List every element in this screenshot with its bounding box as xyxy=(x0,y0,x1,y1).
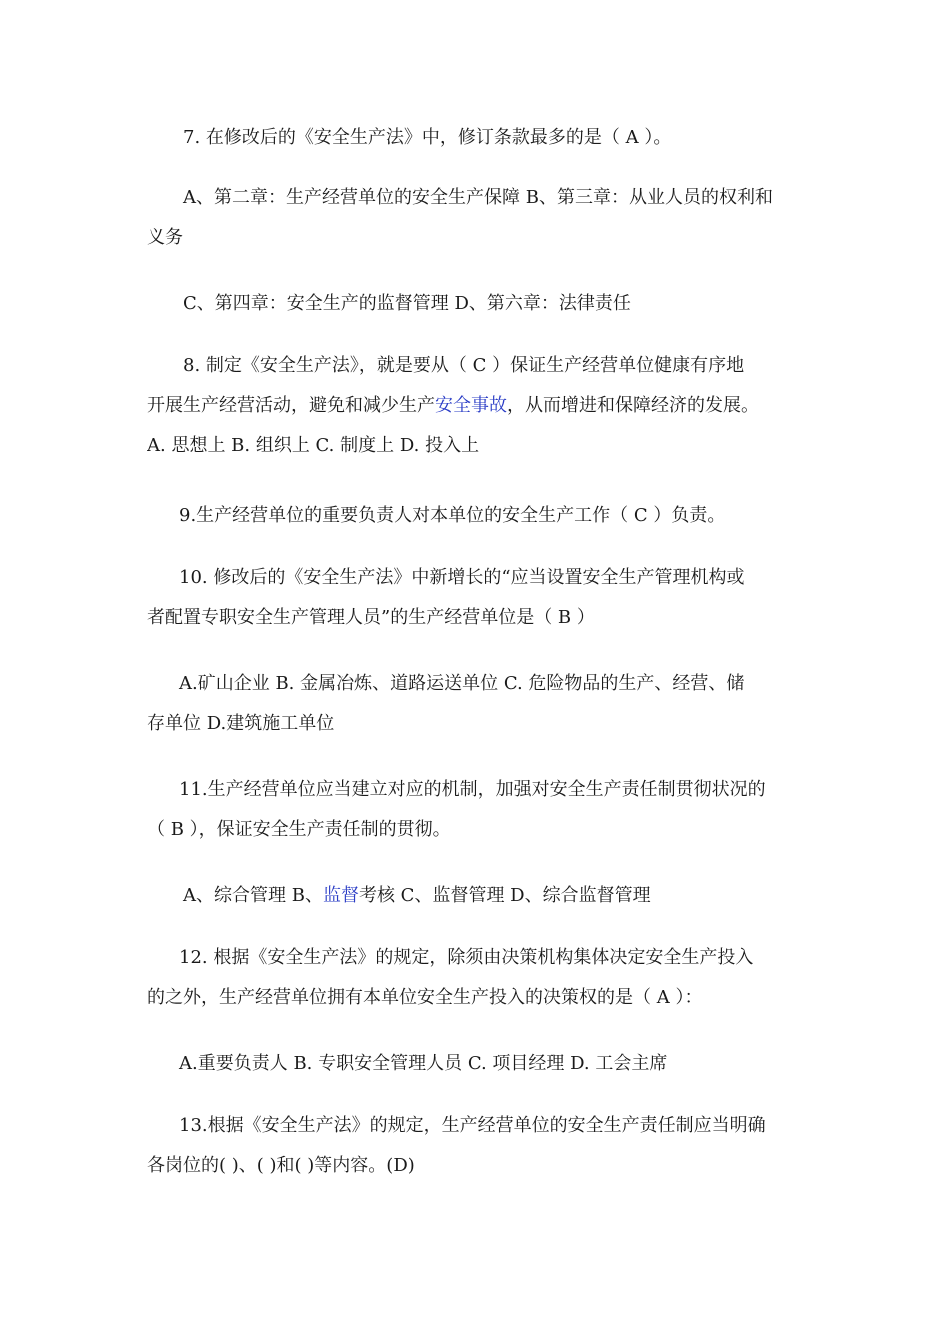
question-7-stem: 7. 在修改后的《安全生产法》中，修订条款最多的是（ A ）。 xyxy=(183,127,672,148)
question-12-stem-line-2: 的之外，生产经营单位拥有本单位安全生产投入的决策权的是（ A ）： xyxy=(147,987,703,1008)
question-13 xyxy=(147,1106,812,1186)
question-11 xyxy=(147,770,812,850)
question-12-options xyxy=(147,1044,812,1084)
question-12 xyxy=(147,938,812,1018)
question-10 xyxy=(147,558,812,638)
question-11-options xyxy=(147,876,812,916)
question-9-stem: 9.生产经营单位的重要负责人对本单位的安全生产工作（ C ）负责。 xyxy=(179,505,726,526)
question-10-options-line-2: 存单位 D.建筑施工单位 xyxy=(147,713,335,734)
question-11-options-line xyxy=(147,876,812,916)
question-11-options-text-a: A、综合管理 B、 xyxy=(183,885,323,906)
supervision-link[interactable]: 监督 xyxy=(322,885,359,906)
question-10-options-line-1: A.矿山企业 B. 金属冶炼、道路运送单位 C. 危险物品的生产、经营、储 xyxy=(179,673,745,694)
question-7-options-line-3: C、第四章：安全生产的监督管理 D、第六章：法律责任 xyxy=(183,293,631,314)
question-11-stem-line-2: （ B ），保证安全生产责任制的贯彻。 xyxy=(147,819,451,840)
question-8-options: A. 思想上 B. 组织上 C. 制度上 D. 投入上 xyxy=(147,435,480,456)
question-12-stem-line-1: 12. 根据《安全生产法》的规定，除须由决策机构集体决定安全生产投入 xyxy=(179,947,754,968)
question-7 xyxy=(147,118,812,158)
question-13-stem-line-1: 13.根据《安全生产法》的规定，生产经营单位的安全生产责任制应当明确 xyxy=(179,1115,766,1136)
question-10-stem-line-1: 10. 修改后的《安全生产法》中新增长的“应当设置安全生产管理机构或 xyxy=(179,567,745,588)
question-7-options-cd xyxy=(147,284,812,324)
safety-accident-link[interactable]: 安全事故 xyxy=(435,395,507,416)
question-8 xyxy=(147,346,812,466)
question-7-options xyxy=(147,178,812,258)
question-9 xyxy=(147,496,812,536)
question-11-stem-line-1: 11.生产经营单位应当建立对应的机制，加强对安全生产责任制贯彻状况的 xyxy=(179,779,766,800)
question-11-options-text-b: 考核 C、监督管理 D、综合监督管理 xyxy=(358,885,651,906)
question-8-stem-line-1: 8. 制定《安全生产法》，就是要从（ C ）保证生产经营单位健康有序地 xyxy=(183,355,745,376)
question-12-options-line: A.重要负责人 B. 专职安全管理人员 C. 项目经理 D. 工会主席 xyxy=(179,1053,668,1074)
question-13-stem-line-2: 各岗位的( )、( )和( )等内容。(D) xyxy=(147,1155,415,1176)
question-8-stem-line-2 xyxy=(147,386,812,426)
question-8-stem-text-b: ，从而增进和保障经济的发展。 xyxy=(507,395,759,416)
question-10-options xyxy=(147,664,812,744)
question-8-stem-text-a: 开展生产经营活动，避免和减少生产 xyxy=(147,395,435,416)
question-7-options-line-1: A、第二章：生产经营单位的安全生产保障 B、第三章：从业人员的权利和 xyxy=(183,187,773,208)
question-7-options-line-2: 义务 xyxy=(147,227,183,248)
question-10-stem-line-2: 者配置专职安全生产管理人员”的生产经营单位是（ B ） xyxy=(147,607,595,628)
